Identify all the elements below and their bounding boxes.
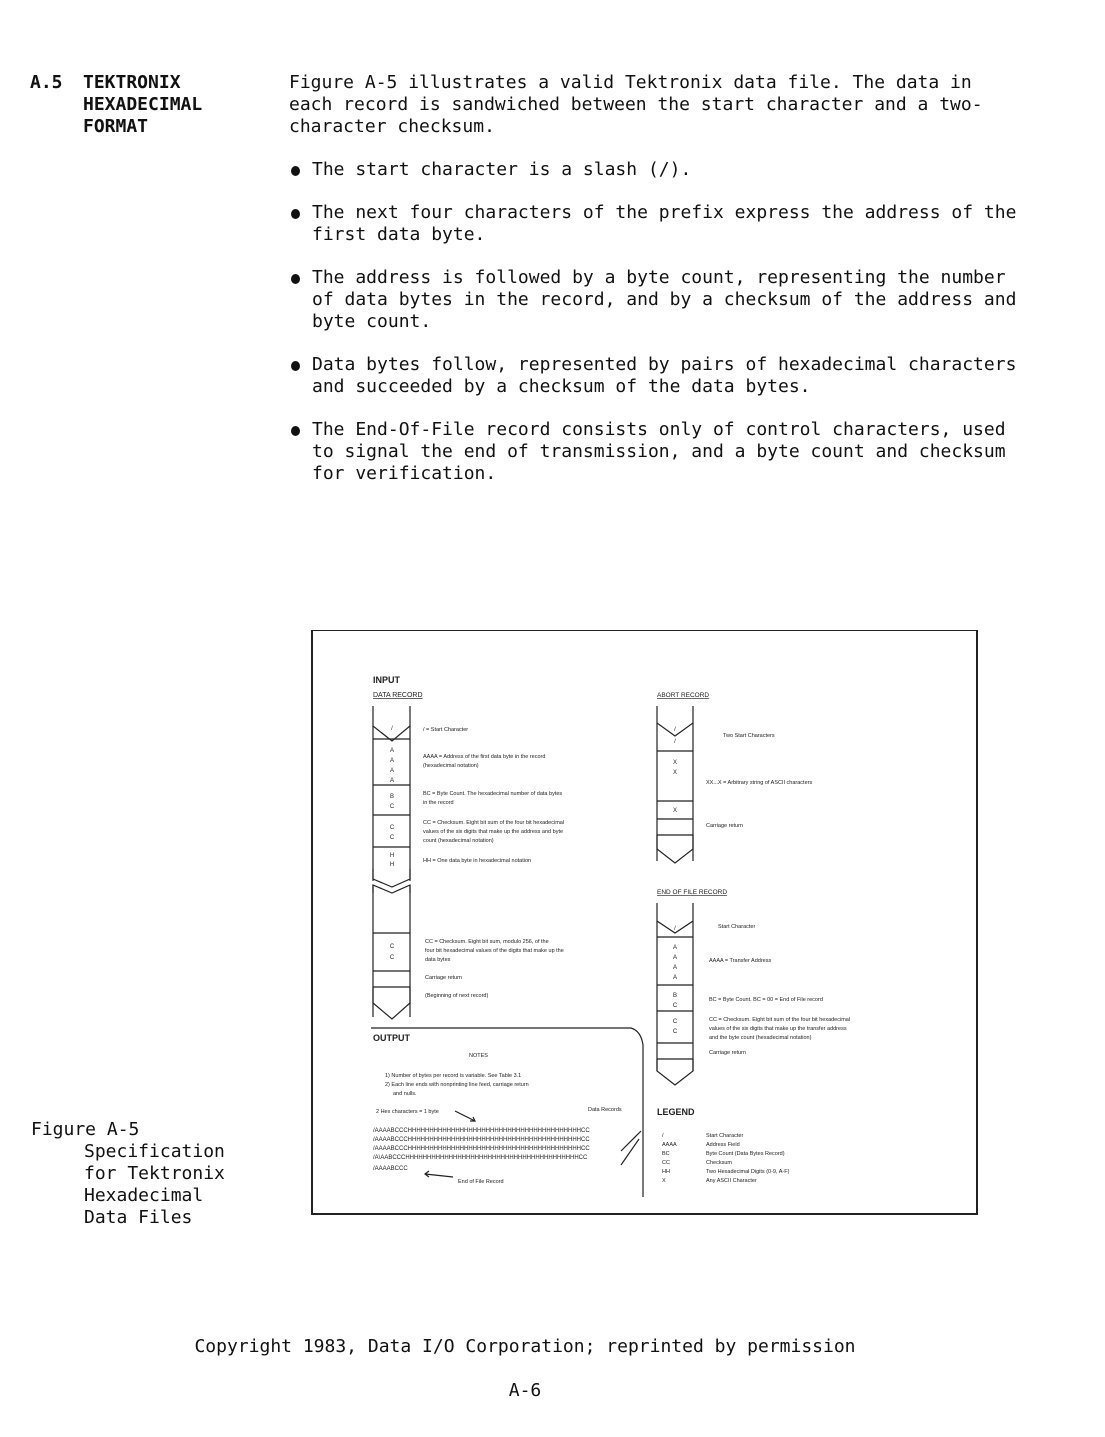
data-desc: AAAA = Address of the first data byte in the record	[423, 754, 546, 760]
abort-desc: Carriage return	[706, 823, 743, 829]
data-cell: C	[389, 835, 395, 841]
eof-cell: A	[672, 965, 678, 971]
caption-line: Hexadecimal	[84, 1185, 204, 1206]
eof-desc: AAAA = Transfer Address	[709, 958, 772, 964]
legend-key: AAAA	[662, 1142, 677, 1148]
page-number: A-6	[508, 1380, 542, 1401]
abort-cell: X	[672, 760, 678, 766]
data-desc: count (hexadecimal notation)	[423, 838, 494, 844]
legend-key: X	[662, 1178, 666, 1184]
cont-desc: four bit hexadecimal values of the digits that make up the	[425, 948, 564, 954]
legend-key: CC	[662, 1160, 670, 1166]
eof-desc: BC = Byte Count. BC = 00 = End of File record	[709, 997, 823, 1003]
data-desc: HH = One data byte in hexadecimal notation	[423, 858, 532, 864]
intro-line: character checksum.	[289, 116, 495, 137]
bullet-item	[289, 267, 1029, 333]
legend-value: Address Field	[706, 1142, 740, 1148]
data-cell: /	[391, 726, 393, 732]
data-cell: A	[389, 768, 395, 774]
bullet-line: to signal the end of transmission, and a byte count and checksum	[312, 441, 1006, 462]
note-line: and nulls.	[393, 1091, 417, 1097]
bullet-icon	[291, 209, 300, 219]
bullet-line: Data bytes follow, represented by pairs of hexadecimal characters	[312, 354, 1017, 375]
eof-cell: B	[672, 993, 678, 999]
data-record-label: DATA RECORD	[373, 692, 423, 699]
bullet-line: for verification.	[312, 463, 497, 484]
bullet-item	[289, 419, 1029, 485]
bullet-line: and succeeded by a checksum of the data bytes.	[312, 376, 811, 397]
legend-value: Checksum	[706, 1160, 732, 1166]
data-desc: BC = Byte Count. The hexadecimal number of data bytes	[423, 791, 563, 797]
output-line: /A\AABCCCHHHHHHHHHHHHHHHHHHHHHHHHHHHHHHHHHHHHHHHHCC	[373, 1155, 588, 1161]
eof-cell: A	[672, 945, 678, 951]
eof-desc: Carriage return	[709, 1050, 746, 1056]
output-line: /AAAABCCCHHHHHHHHHHHHHHHHHHHHHHHHHHHHHHHHHHHHHHHHCC	[373, 1146, 590, 1152]
figure-caption	[31, 1119, 225, 1229]
eof-record-label: END OF FILE RECORD	[657, 889, 728, 896]
eof-cell: C	[672, 1019, 678, 1025]
eof-cell: C	[672, 1029, 678, 1035]
bullet-list	[289, 159, 1029, 485]
eof-cell: A	[672, 975, 678, 981]
note-line: 1) Number of bytes per record is variable. See Table 3.1	[385, 1073, 522, 1079]
eof-desc: Start Character	[718, 924, 756, 930]
bullet-line: The start character is a slash (/).	[312, 159, 692, 180]
intro-line: each record is sandwiched between the start character and a two-	[289, 94, 983, 115]
bullet-line: of data bytes in the record, and by a checksum of the address and	[312, 289, 1017, 310]
output-line: /AAAABCCCHHHHHHHHHHHHHHHHHHHHHHHHHHHHHHHHHHHHHHHHCC	[373, 1137, 590, 1143]
output-heading: OUTPUT	[373, 1033, 410, 1043]
caption-line: Figure A-5	[31, 1119, 140, 1140]
eof-desc: CC = Checksum. Eight bit sum of the four bit hexadecimal	[709, 1017, 851, 1023]
section-title	[83, 72, 202, 138]
cont-desc: Carriage return	[425, 975, 462, 981]
bullet-icon	[291, 166, 300, 176]
data-cell: C	[389, 825, 395, 831]
abort-cell: /	[674, 739, 676, 745]
intro-paragraph	[289, 72, 1029, 138]
bullet-line: The End-Of-File record consists only of control characters, used	[312, 419, 1006, 440]
data-desc: CC = Checksum. Eight bit sum of the four bit hexadecimal	[423, 820, 565, 826]
data-cell: A	[389, 758, 395, 764]
data-cell: A	[389, 778, 395, 784]
bullet-line: first data byte.	[312, 224, 486, 245]
bullet-line: The address is followed by a byte count, representing the number	[312, 267, 1006, 288]
legend-value: Two Hexadecimal Digits (0-9, A-F)	[706, 1169, 790, 1175]
abort-cell: /	[674, 727, 676, 733]
abort-cell: X	[672, 808, 678, 814]
eof-desc: and the byte count (hexadecimal notation)	[709, 1035, 812, 1041]
bullet-item	[289, 159, 1029, 181]
cont-desc: data bytes	[425, 957, 451, 963]
input-heading: INPUT	[373, 675, 400, 685]
eof-desc: values of the six digits that make up the transfer address	[709, 1026, 847, 1032]
section-title-line: FORMAT	[83, 116, 149, 137]
abort-desc: Two Start Characters	[723, 733, 775, 739]
data-cell: C	[389, 804, 395, 810]
data-desc: in the record	[423, 800, 454, 806]
section-title-line: HEXADECIMAL	[83, 94, 203, 115]
output-line: /AAAABCCCHHHHHHHHHHHHHHHHHHHHHHHHHHHHHHHHHHHHHHHHCC	[373, 1128, 590, 1134]
intro-line: Figure A-5 illustrates a valid Tektronix data file. The data in	[289, 72, 972, 93]
cont-desc: (Beginning of next record)	[425, 993, 489, 999]
data-cell: A	[389, 748, 395, 754]
abort-record-label: ABORT RECORD	[657, 692, 710, 699]
eof-output-label: End of File Record	[458, 1179, 504, 1185]
legend-value: Byte Count (Data Bytes Record)	[706, 1151, 785, 1157]
data-cell: H	[389, 853, 395, 859]
data-records-label: Data Records	[588, 1107, 622, 1113]
note-line: 2) Each line ends with nonprinting line feed, carriage return	[385, 1082, 529, 1088]
abort-desc: XX...X = Arbitrary string of ASCII characters	[706, 780, 813, 786]
legend-key: /	[662, 1133, 664, 1139]
eof-cell: C	[672, 1003, 678, 1009]
bullet-icon	[291, 426, 300, 436]
figure-diagram	[313, 631, 980, 1216]
legend-value: Start Character	[706, 1133, 744, 1139]
data-cell: B	[389, 794, 395, 800]
data-desc: values of the six digits that make up the address and byte	[423, 829, 564, 835]
caption-line: for Tektronix	[84, 1163, 225, 1184]
eof-cell: /	[674, 926, 676, 932]
cont-cell: C	[389, 955, 395, 961]
data-desc: / = Start Character	[423, 727, 469, 733]
cont-desc: CC = Checksum. Eight bit sum, modulo 256, of the	[425, 939, 549, 945]
hex-note: 2 Hex characters = 1 byte	[376, 1109, 439, 1115]
caption-line: Data Files	[84, 1207, 193, 1228]
eof-cell: A	[672, 955, 678, 961]
legend-value: Any ASCII Character	[706, 1178, 757, 1184]
bullet-line: The next four characters of the prefix express the address of the	[312, 202, 1017, 223]
copyright-notice: Copyright 1983, Data I/O Corporation; reprinted by permission	[194, 1336, 856, 1357]
output-line: /AAAABCCC	[373, 1166, 408, 1172]
legend-heading: LEGEND	[657, 1107, 695, 1117]
section-title-line: TEKTRONIX	[83, 72, 181, 93]
data-cell: H	[389, 862, 395, 868]
bullet-line: byte count.	[312, 311, 432, 332]
legend-key: HH	[662, 1169, 670, 1175]
legend-key: BC	[662, 1151, 670, 1157]
figure-a5	[311, 630, 978, 1215]
bullet-item	[289, 354, 1029, 398]
notes-heading: NOTES	[469, 1053, 488, 1059]
bullet-icon	[291, 274, 300, 284]
abort-cell: X	[672, 770, 678, 776]
caption-line: Specification	[84, 1141, 225, 1162]
bullet-item	[289, 202, 1029, 246]
cont-cell: C	[389, 944, 395, 950]
bullet-icon	[291, 361, 300, 371]
section-number: A.5	[30, 72, 63, 93]
data-desc: (hexadecimal notation)	[423, 763, 479, 769]
